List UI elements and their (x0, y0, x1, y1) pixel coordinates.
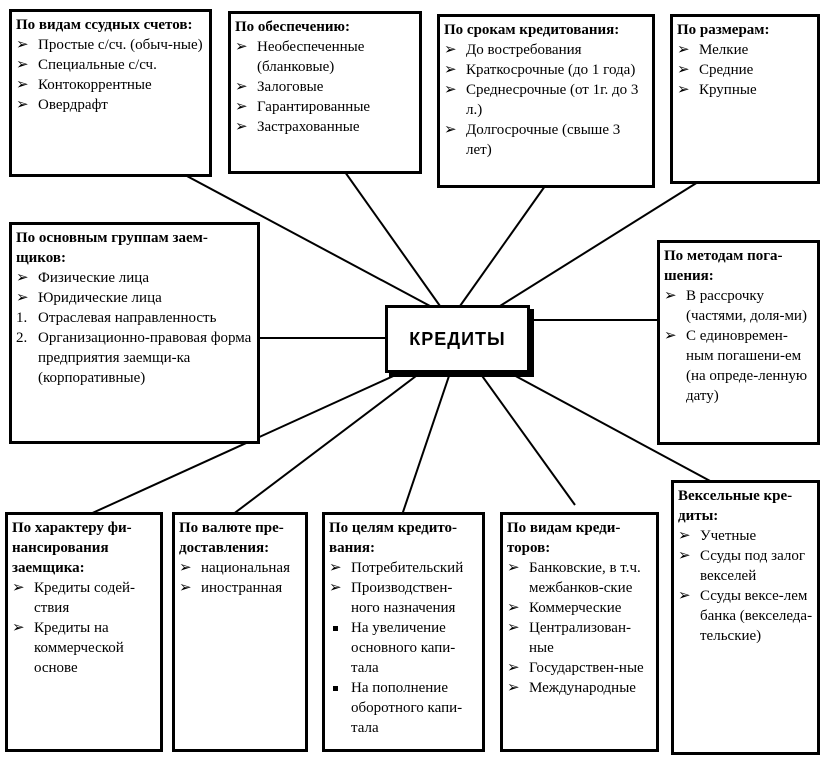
list-item-text: Мелкие (699, 42, 749, 58)
box-financing (5, 512, 163, 752)
list-item (677, 80, 813, 100)
list-item (16, 55, 205, 75)
list-item-text: Специальные с/сч. (38, 57, 157, 73)
arrow-bullet-icon: ➢ (16, 97, 29, 113)
arrow-bullet-icon: ➢ (16, 57, 29, 73)
box-purposes (322, 512, 485, 752)
box-items (12, 578, 156, 678)
arrow-bullet-icon: ➢ (16, 290, 29, 306)
box-bills (671, 480, 820, 755)
arrow-bullet-icon: ➢ (235, 99, 248, 115)
list-item (678, 546, 813, 586)
list-item-text: Кредиты на коммерческой основе (34, 620, 124, 676)
list-item-text: Простые с/сч. (обыч-ные) (38, 37, 203, 53)
box-loan-accounts (9, 9, 212, 177)
list-item (12, 578, 156, 618)
box-title: По целям кредито-вания: (329, 520, 458, 556)
arrow-bullet-icon: ➢ (16, 270, 29, 286)
list-number: 1. (16, 310, 28, 326)
list-item-text: Банковские, в т.ч. межбанков-ские (529, 560, 641, 596)
list-item-text: национальная (201, 560, 290, 576)
list-item-text: иностранная (201, 580, 283, 596)
list-item-text: На увеличение основного капи-тала (351, 620, 456, 676)
list-item-text: Краткосрочные (до 1 года) (466, 62, 636, 78)
list-item-text: Застрахованные (257, 119, 360, 135)
arrow-bullet-icon: ➢ (507, 560, 520, 576)
list-item (677, 40, 813, 60)
list-item-text: Ссуды под залог векселей (700, 548, 805, 584)
list-item (16, 288, 253, 308)
list-item (664, 326, 813, 406)
box-title: По обеспечению: (235, 19, 351, 35)
list-item (664, 286, 813, 326)
connector-purposes (402, 373, 450, 515)
box-items (179, 558, 301, 598)
list-item-text: Кредиты содей-ствия (34, 580, 136, 616)
arrow-bullet-icon: ➢ (12, 620, 25, 636)
arrow-bullet-icon: ➢ (179, 560, 192, 576)
list-item (16, 35, 205, 55)
list-item (16, 308, 253, 328)
list-item-text: Овердрафт (38, 97, 108, 113)
arrow-bullet-icon: ➢ (507, 660, 520, 676)
list-item (235, 117, 415, 137)
list-item-text: Потребительский (351, 560, 464, 576)
list-item-text: Гарантированные (257, 99, 371, 115)
list-item-text: Государствен-ные (529, 660, 644, 676)
arrow-bullet-icon: ➢ (677, 82, 690, 98)
box-creditors (500, 512, 659, 752)
list-item-text: Ссуды вексе-лем банка (векселеда-тельские) (700, 588, 813, 644)
list-item (329, 678, 478, 738)
box-items (664, 286, 813, 406)
center-node-credits (385, 305, 530, 373)
list-item (329, 578, 478, 618)
list-item (444, 120, 648, 160)
box-items (677, 40, 813, 100)
arrow-bullet-icon: ➢ (16, 37, 29, 53)
list-item (507, 618, 652, 658)
list-item (444, 40, 648, 60)
list-item (329, 558, 478, 578)
list-item-text: Физические лица (38, 270, 149, 286)
list-item (16, 95, 205, 115)
arrow-bullet-icon: ➢ (235, 79, 248, 95)
box-title: По размерам: (677, 22, 770, 38)
box-title: По видам креди-торов: (507, 520, 621, 556)
arrow-bullet-icon: ➢ (12, 580, 25, 596)
list-item (329, 618, 478, 678)
box-title: По характеру фи-нансирования заемщика: (12, 520, 132, 576)
list-item (16, 328, 253, 388)
list-item-text: Международные (529, 680, 636, 696)
list-item (235, 97, 415, 117)
list-item (507, 598, 652, 618)
list-item-text: Среднесрочные (от 1г. до 3 л.) (466, 82, 639, 118)
connector-creditors (480, 373, 575, 505)
list-item-text: На пополнение оборотного капи-тала (351, 680, 463, 736)
box-security (228, 11, 422, 174)
box-title: Вексельные кре-диты: (678, 488, 793, 524)
box-repayment (657, 240, 820, 445)
box-items (16, 268, 253, 388)
arrow-bullet-icon: ➢ (444, 122, 457, 138)
list-item (444, 60, 648, 80)
list-item (235, 37, 415, 77)
list-item-text: Организационно-правовая форма предприятия заемщи-ка (корпоративные) (38, 330, 252, 386)
connector-currency (232, 373, 420, 515)
list-item (235, 77, 415, 97)
list-item-text: Контокоррентные (38, 77, 152, 93)
list-item-text: С единовремен-ным погашени-ем (на опреде-ленную дату) (686, 328, 808, 404)
box-items (507, 558, 652, 698)
connector-terms (460, 186, 545, 306)
list-item-text: Залоговые (257, 79, 324, 95)
arrow-bullet-icon: ➢ (507, 620, 520, 636)
list-item (12, 618, 156, 678)
arrow-bullet-icon: ➢ (16, 77, 29, 93)
list-item (678, 526, 813, 546)
box-title: По валюте пре-доставления: (179, 520, 284, 556)
list-item (16, 268, 253, 288)
list-item (444, 80, 648, 120)
arrow-bullet-icon: ➢ (329, 580, 342, 596)
list-number: 2. (16, 330, 28, 346)
box-title: По видам ссудных счетов: (16, 17, 193, 33)
list-item (16, 75, 205, 95)
box-title: По срокам кредитования: (444, 22, 620, 38)
list-item-text: Крупные (699, 82, 757, 98)
arrow-bullet-icon: ➢ (664, 288, 677, 304)
arrow-bullet-icon: ➢ (179, 580, 192, 596)
list-item-text: До востребования (466, 42, 582, 58)
arrow-bullet-icon: ➢ (235, 119, 248, 135)
arrow-bullet-icon: ➢ (677, 62, 690, 78)
box-borrowers (9, 222, 260, 444)
arrow-bullet-icon: ➢ (444, 42, 457, 58)
list-item-text: В рассрочку (частями, доля-ми) (686, 288, 807, 324)
list-item-text: Необеспеченные (бланковые) (257, 39, 365, 75)
arrow-bullet-icon: ➢ (329, 560, 342, 576)
list-item (507, 658, 652, 678)
arrow-bullet-icon: ➢ (235, 39, 248, 55)
arrow-bullet-icon: ➢ (678, 528, 691, 544)
list-item (179, 578, 301, 598)
list-item-text: Средние (699, 62, 754, 78)
box-items (444, 40, 648, 160)
box-items (678, 526, 813, 646)
list-item-text: Учетные (700, 528, 757, 544)
list-item-text: Юридические лица (38, 290, 162, 306)
arrow-bullet-icon: ➢ (507, 600, 520, 616)
arrow-bullet-icon: ➢ (444, 62, 457, 78)
arrow-bullet-icon: ➢ (677, 42, 690, 58)
list-item-text: Централизован-ные (529, 620, 631, 656)
list-item-text: Долгосрочные (свыше 3 лет) (466, 122, 621, 158)
list-item-text: Производствен-ного назначения (351, 580, 456, 616)
list-item-text: Отраслевая направленность (38, 310, 217, 326)
box-title: По методам пога-шения: (664, 248, 783, 284)
box-currency (172, 512, 308, 752)
list-item (179, 558, 301, 578)
box-sizes (670, 14, 820, 184)
arrow-bullet-icon: ➢ (507, 680, 520, 696)
list-item (678, 586, 813, 646)
arrow-bullet-icon: ➢ (664, 328, 677, 344)
list-item-text: Коммерческие (529, 600, 622, 616)
list-item (677, 60, 813, 80)
arrow-bullet-icon: ➢ (444, 82, 457, 98)
list-item (507, 678, 652, 698)
list-item (507, 558, 652, 598)
arrow-bullet-icon: ➢ (678, 588, 691, 604)
box-items (16, 35, 205, 115)
box-terms (437, 14, 655, 188)
box-items (329, 558, 478, 738)
box-items (235, 37, 415, 137)
arrow-bullet-icon: ➢ (678, 548, 691, 564)
center-label: КРЕДИТЫ (409, 328, 506, 349)
box-title: По основным группам заем-щиков: (16, 230, 208, 266)
